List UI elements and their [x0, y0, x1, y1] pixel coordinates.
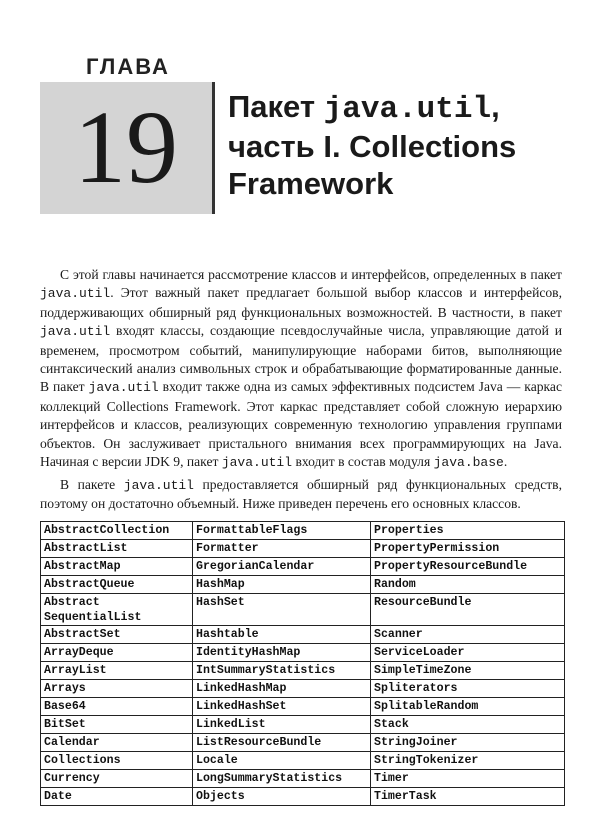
class-name-cell: ServiceLoader — [371, 644, 565, 662]
table-row — [41, 698, 565, 716]
chapter-divider — [212, 82, 215, 214]
table-row — [41, 788, 565, 806]
text-run: В пакете — [60, 477, 124, 492]
table-row — [41, 594, 565, 626]
class-name-cell: ArrayList — [41, 662, 193, 680]
class-name-cell: Calendar — [41, 734, 193, 752]
class-name-cell: Spliterators — [371, 680, 565, 698]
class-name-cell: LinkedHashSet — [193, 698, 371, 716]
table-row — [41, 522, 565, 540]
class-name-cell: ArrayDeque — [41, 644, 193, 662]
class-name-cell: AbstractMap — [41, 558, 193, 576]
chapter-title-line-2: часть I. Collections — [228, 129, 517, 164]
class-name-cell: TimerTask — [371, 788, 565, 806]
code-term: java.util — [88, 380, 159, 396]
class-list-table — [40, 521, 565, 806]
class-name-cell: Collections — [41, 752, 193, 770]
class-name-cell: StringTokenizer — [371, 752, 565, 770]
class-name-cell: Stack — [371, 716, 565, 734]
class-name-cell: LinkedList — [193, 716, 371, 734]
class-name-cell: AbstractQueue — [41, 576, 193, 594]
class-name-cell: AbstractCollection — [41, 522, 193, 540]
chapter-label: ГЛАВА — [86, 54, 170, 79]
code-term: java.util — [40, 286, 111, 302]
class-name-cell: Hashtable — [193, 626, 371, 644]
class-name-cell: Abstract SequentialList — [41, 594, 193, 626]
code-term: java.util — [123, 478, 194, 493]
class-name-cell: Objects — [193, 788, 371, 806]
class-name-cell: Locale — [193, 752, 371, 770]
table-row — [41, 734, 565, 752]
class-name-cell: BitSet — [41, 716, 193, 734]
class-name-cell: PropertyResourceBundle — [371, 558, 565, 576]
class-name-cell: LinkedHashMap — [193, 680, 371, 698]
text-run: предоставляется обширный ряд функциональных средств, поэтому он достаточно объемный. Ниже приведен перечень его основных классов. — [40, 477, 563, 512]
class-name-cell: Properties — [371, 522, 565, 540]
class-name-cell: Formatter — [193, 540, 371, 558]
class-name-cell: Timer — [371, 770, 565, 788]
intro-paragraph — [40, 266, 562, 472]
class-name-cell: Date — [41, 788, 193, 806]
chapter-title-line-1: Пакет java.util, — [228, 89, 500, 127]
class-name-cell: ListResourceBundle — [193, 734, 371, 752]
text-run: входит также одна из самых эффективных подсистем Java — каркас коллекций Collections Framework. Этот каркас представляет собой сложную иерархию интерфейсов и классов, реализующих современную технологию управления группами объектов. Он заслуживает пристального внимания всех программирующих на Java. Начиная с версии JDK 9, пакет — [40, 379, 562, 470]
chapter-number: 19 — [74, 90, 178, 205]
table-row — [41, 662, 565, 680]
class-name-cell: Currency — [41, 770, 193, 788]
table-row — [41, 576, 565, 594]
class-name-cell: FormattableFlags — [193, 522, 371, 540]
class-name-cell: GregorianCalendar — [193, 558, 371, 576]
text-run: С этой главы начинается рассмотрение классов и интерфейсов, определенных в пакет — [60, 267, 562, 282]
text-run: . Этот важный пакет предлагает большой выбор классов и интерфейсов, поддерживающих обширный ряд функциональных возможностей. В частности, в пакет — [40, 285, 562, 320]
class-name-cell: HashSet — [193, 594, 371, 626]
table-row — [41, 752, 565, 770]
text-run: входит в состав модуля — [292, 454, 434, 470]
table-row — [41, 644, 565, 662]
class-list-body — [41, 522, 565, 806]
code-term: java.util — [40, 324, 111, 340]
table-row — [41, 770, 565, 788]
class-name-cell: LongSummaryStatistics — [193, 770, 371, 788]
class-name-cell: SplitableRandom — [371, 698, 565, 716]
class-name-cell: PropertyPermission — [371, 540, 565, 558]
code-term: java.base — [433, 455, 504, 471]
class-name-cell: Arrays — [41, 680, 193, 698]
code-term: java.util — [221, 455, 293, 471]
class-name-cell: Base64 — [41, 698, 193, 716]
table-row — [41, 558, 565, 576]
table-row — [41, 680, 565, 698]
chapter-title — [228, 88, 568, 202]
table-row — [41, 626, 565, 644]
class-name-cell: HashMap — [193, 576, 371, 594]
class-name-cell: Scanner — [371, 626, 565, 644]
table-row — [41, 716, 565, 734]
class-name-cell: SimpleTimeZone — [371, 662, 565, 680]
class-name-cell: ResourceBundle — [371, 594, 565, 626]
table-row — [41, 540, 565, 558]
class-name-cell: Random — [371, 576, 565, 594]
class-name-cell: IdentityHashMap — [193, 644, 371, 662]
class-name-cell: AbstractSet — [41, 626, 193, 644]
chapter-title-line-3: Framework — [228, 166, 394, 201]
text-run: входят классы, создающие псевдослучайные числа, управляющие датой и временем, просмотром событий, манипулирующие наборами битов, выполняющие синтаксический анализ символьных строк и обрабатывающие форматированные данные. В пакет — [40, 323, 562, 395]
class-name-cell: AbstractList — [41, 540, 193, 558]
class-name-cell: StringJoiner — [371, 734, 565, 752]
class-name-cell: IntSummaryStatistics — [193, 662, 371, 680]
text-run: . — [503, 454, 508, 470]
package-paragraph — [40, 476, 562, 514]
